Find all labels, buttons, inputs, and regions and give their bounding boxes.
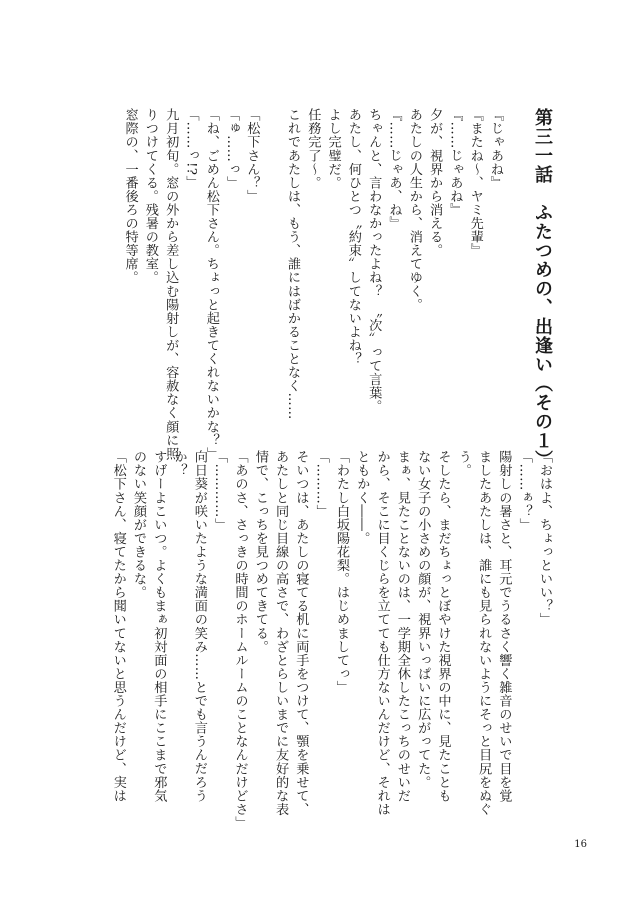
upper-text-line: あたしの人生から、消えてゆく。 (406, 108, 422, 312)
lower-text-line: あたしと同じ目線の高さで、わざとらしいまでに友好的な表 (273, 450, 289, 816)
upper-text-line: よし完璧だ。 (325, 108, 341, 190)
upper-text-line: 「……っ!?」 (183, 108, 199, 189)
upper-text-line: 任務完了〜。 (305, 108, 321, 190)
lower-text-line: 「松下さん、寝てたから聞いてないと思うんだけど、実は (110, 450, 126, 803)
lower-text-line: から、そこに目くじらを立てても仕方ないんだけど、それは (374, 450, 390, 816)
chapter-title: 第三一話 ふたつめの、出逢い（その１） (532, 108, 553, 469)
lower-text-line: のない笑顔ができるな。 (131, 450, 146, 600)
lower-text-line: ましたあたしは、誰にも見られないようにそっと目尻をぬぐ (476, 450, 492, 816)
upper-text-line: 窓際の、一番後ろの特等席。 (122, 108, 138, 285)
lower-text-line: う。 (455, 450, 471, 478)
lower-text-line: すげーよこいつ。よくもまぁ初対面の相手にここまで邪気 (151, 450, 167, 803)
upper-text-line: 「松下さん？」 (244, 108, 260, 203)
lower-text-line: 「あのさ、さっきの時間のホームルームのことなんだけどさ」 (232, 450, 248, 830)
upper-text-line: あたし、何ひとつ〝約束〟してないよね？ (345, 108, 361, 366)
upper-text-line: 『……じゃあ、ね』 (386, 108, 402, 230)
upper-text-line: 『またね〜、ヤミ先輩』 (467, 108, 483, 258)
upper-text-line: 『……じゃあね』 (447, 108, 463, 217)
lower-text-line: 「…………」 (212, 450, 228, 532)
upper-text-line: ちゃんと、言わなかったよね？ 〝次〟って言葉。 (366, 108, 382, 414)
lower-text-line: 情で、こっちを見つめてきてる。 (252, 450, 268, 654)
lower-text-line: そいつは、あたしの寝てる机に両手をつけて、顎を乗せて、 (293, 450, 309, 816)
lower-text-line: ない女子の小さめの顔が、視界いっぱいに広がってた。 (415, 450, 431, 789)
lower-text-line: 「………」 (313, 450, 329, 518)
upper-text-line: 九月初旬。窓の外から差し込む陽射しが、容赦なく顔に照 (163, 108, 179, 461)
lower-text-line: 陽射しの暑さと、耳元でうるさく響く雑音のせいで目を覚 (496, 450, 512, 803)
lower-text-line: そしたら、まだちょっとぼやけた視界の中に、見たことも (435, 450, 451, 803)
page-number: 16 (574, 839, 587, 850)
lower-text-line: ともかく――。 (354, 450, 370, 545)
lower-text-line: 「わたし白坂陽花梨。はじめましてっ」 (334, 450, 349, 694)
lower-text-line: 「……ぁ？」 (516, 450, 532, 532)
upper-text-line: これであたしは、もう、誰にはばかることなく…… (285, 108, 300, 420)
upper-text-line: 『じゃあね』 (488, 108, 503, 190)
upper-text-line: 「ゅ……っ」 (224, 108, 240, 190)
upper-text-line: 夕が、視界から消える。 (427, 108, 443, 258)
upper-text-line: 「ね、ごめん松下さん。ちょっと起きてくれないかな？」 (203, 108, 219, 461)
upper-text-line: りつけてくる。残暑の教室。 (142, 108, 158, 285)
lower-text-line: 「おはよ、ちょっといい？」 (537, 450, 552, 627)
lower-text-line: まぁ、見たことないのは、一学期全休したこっちのせいだ (394, 450, 410, 803)
lower-text-line: 向日葵が咲いたような満面の笑み……とでも言うんだろう (191, 450, 207, 803)
lower-text-line: か？ (171, 450, 187, 478)
